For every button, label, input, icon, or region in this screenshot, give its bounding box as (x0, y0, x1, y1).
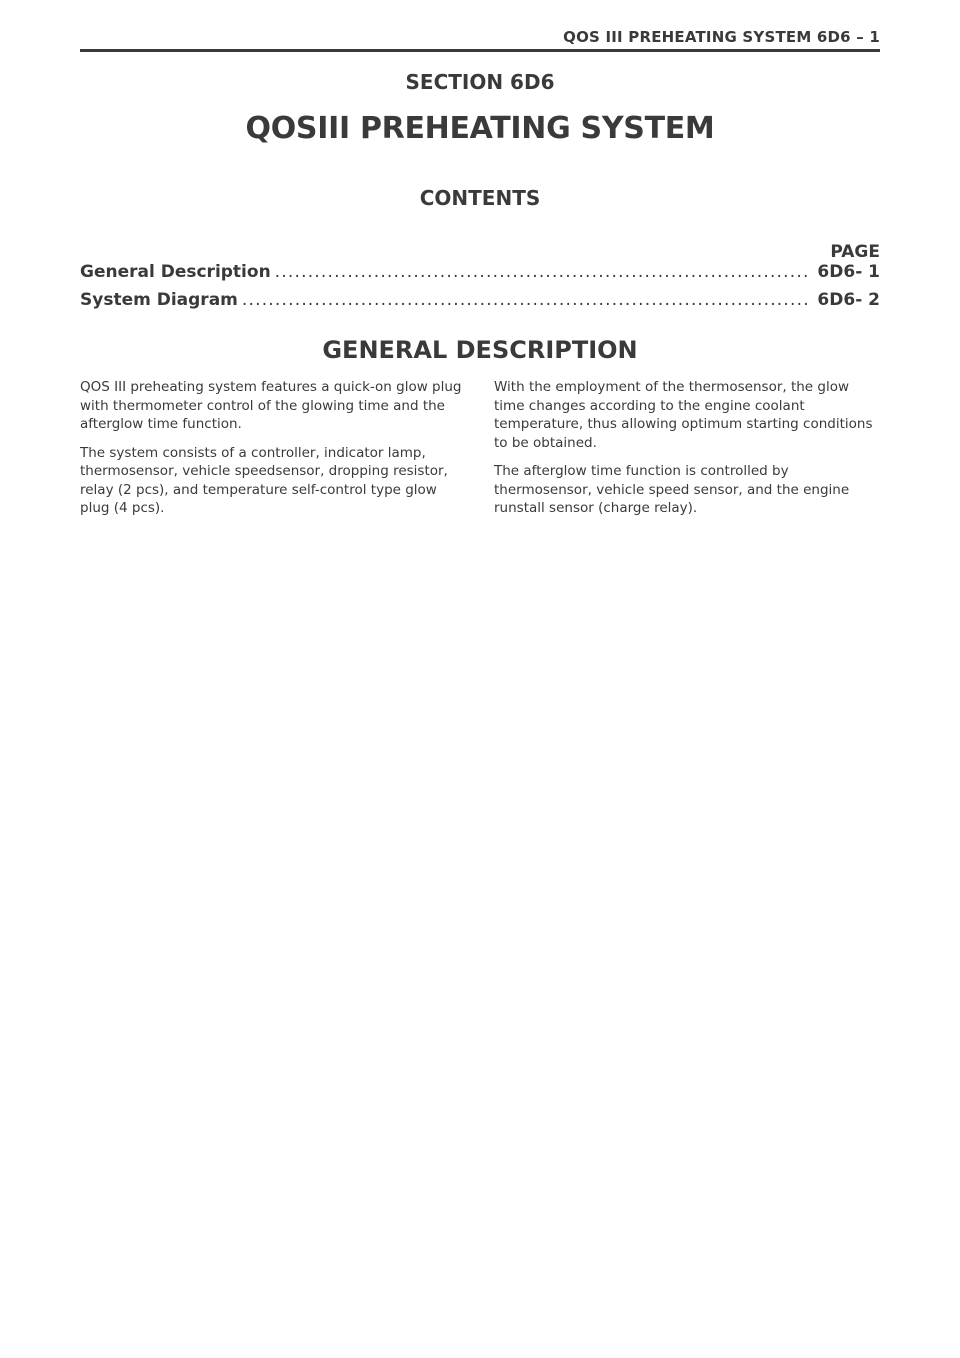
toc-entry-title: General Description (80, 262, 271, 282)
toc-entry-page: 6D6- 1 (817, 262, 880, 282)
toc-entry-title: System Diagram (80, 290, 238, 310)
toc-dot-leader (275, 262, 812, 282)
paragraph: The afterglow time function is controlled by thermosensor, vehicle speed sensor, and the engine runstall sensor (charge relay). (494, 463, 850, 516)
table-of-contents (80, 262, 880, 318)
contents-heading: CONTENTS (419, 186, 541, 210)
toc-entry-system-diagram[interactable] (80, 290, 880, 318)
toc-dot-leader (242, 290, 812, 310)
left-text-column (80, 378, 465, 528)
page-title: QOSIII PREHEATING SYSTEM (245, 111, 715, 146)
section-label: SECTION 6D6 (405, 70, 555, 94)
paragraph: With the employment of the thermosensor, the glow time changes according to the engine coolant temperature, thus allowing optimum starting conditions to be obtained. (494, 379, 873, 451)
right-text-column (494, 378, 880, 528)
toc-entry-page: 6D6- 2 (817, 290, 880, 310)
paragraph: QOS III preheating system features a quick-on glow plug with thermometer control of the glowing time and the afterglow time function. (80, 379, 462, 432)
paragraph: The system consists of a controller, indicator lamp, thermosensor, vehicle speedsensor, dropping resistor, relay (2 pcs), and temperature self-control type glow plug (4 pcs). (80, 444, 448, 516)
toc-entry-general-description[interactable] (80, 262, 880, 290)
header-rule (80, 49, 880, 52)
running-header: QOS III PREHEATING SYSTEM 6D6 – 1 (563, 28, 880, 46)
general-description-heading: GENERAL DESCRIPTION (322, 336, 638, 364)
page-column-label: PAGE (830, 242, 880, 262)
